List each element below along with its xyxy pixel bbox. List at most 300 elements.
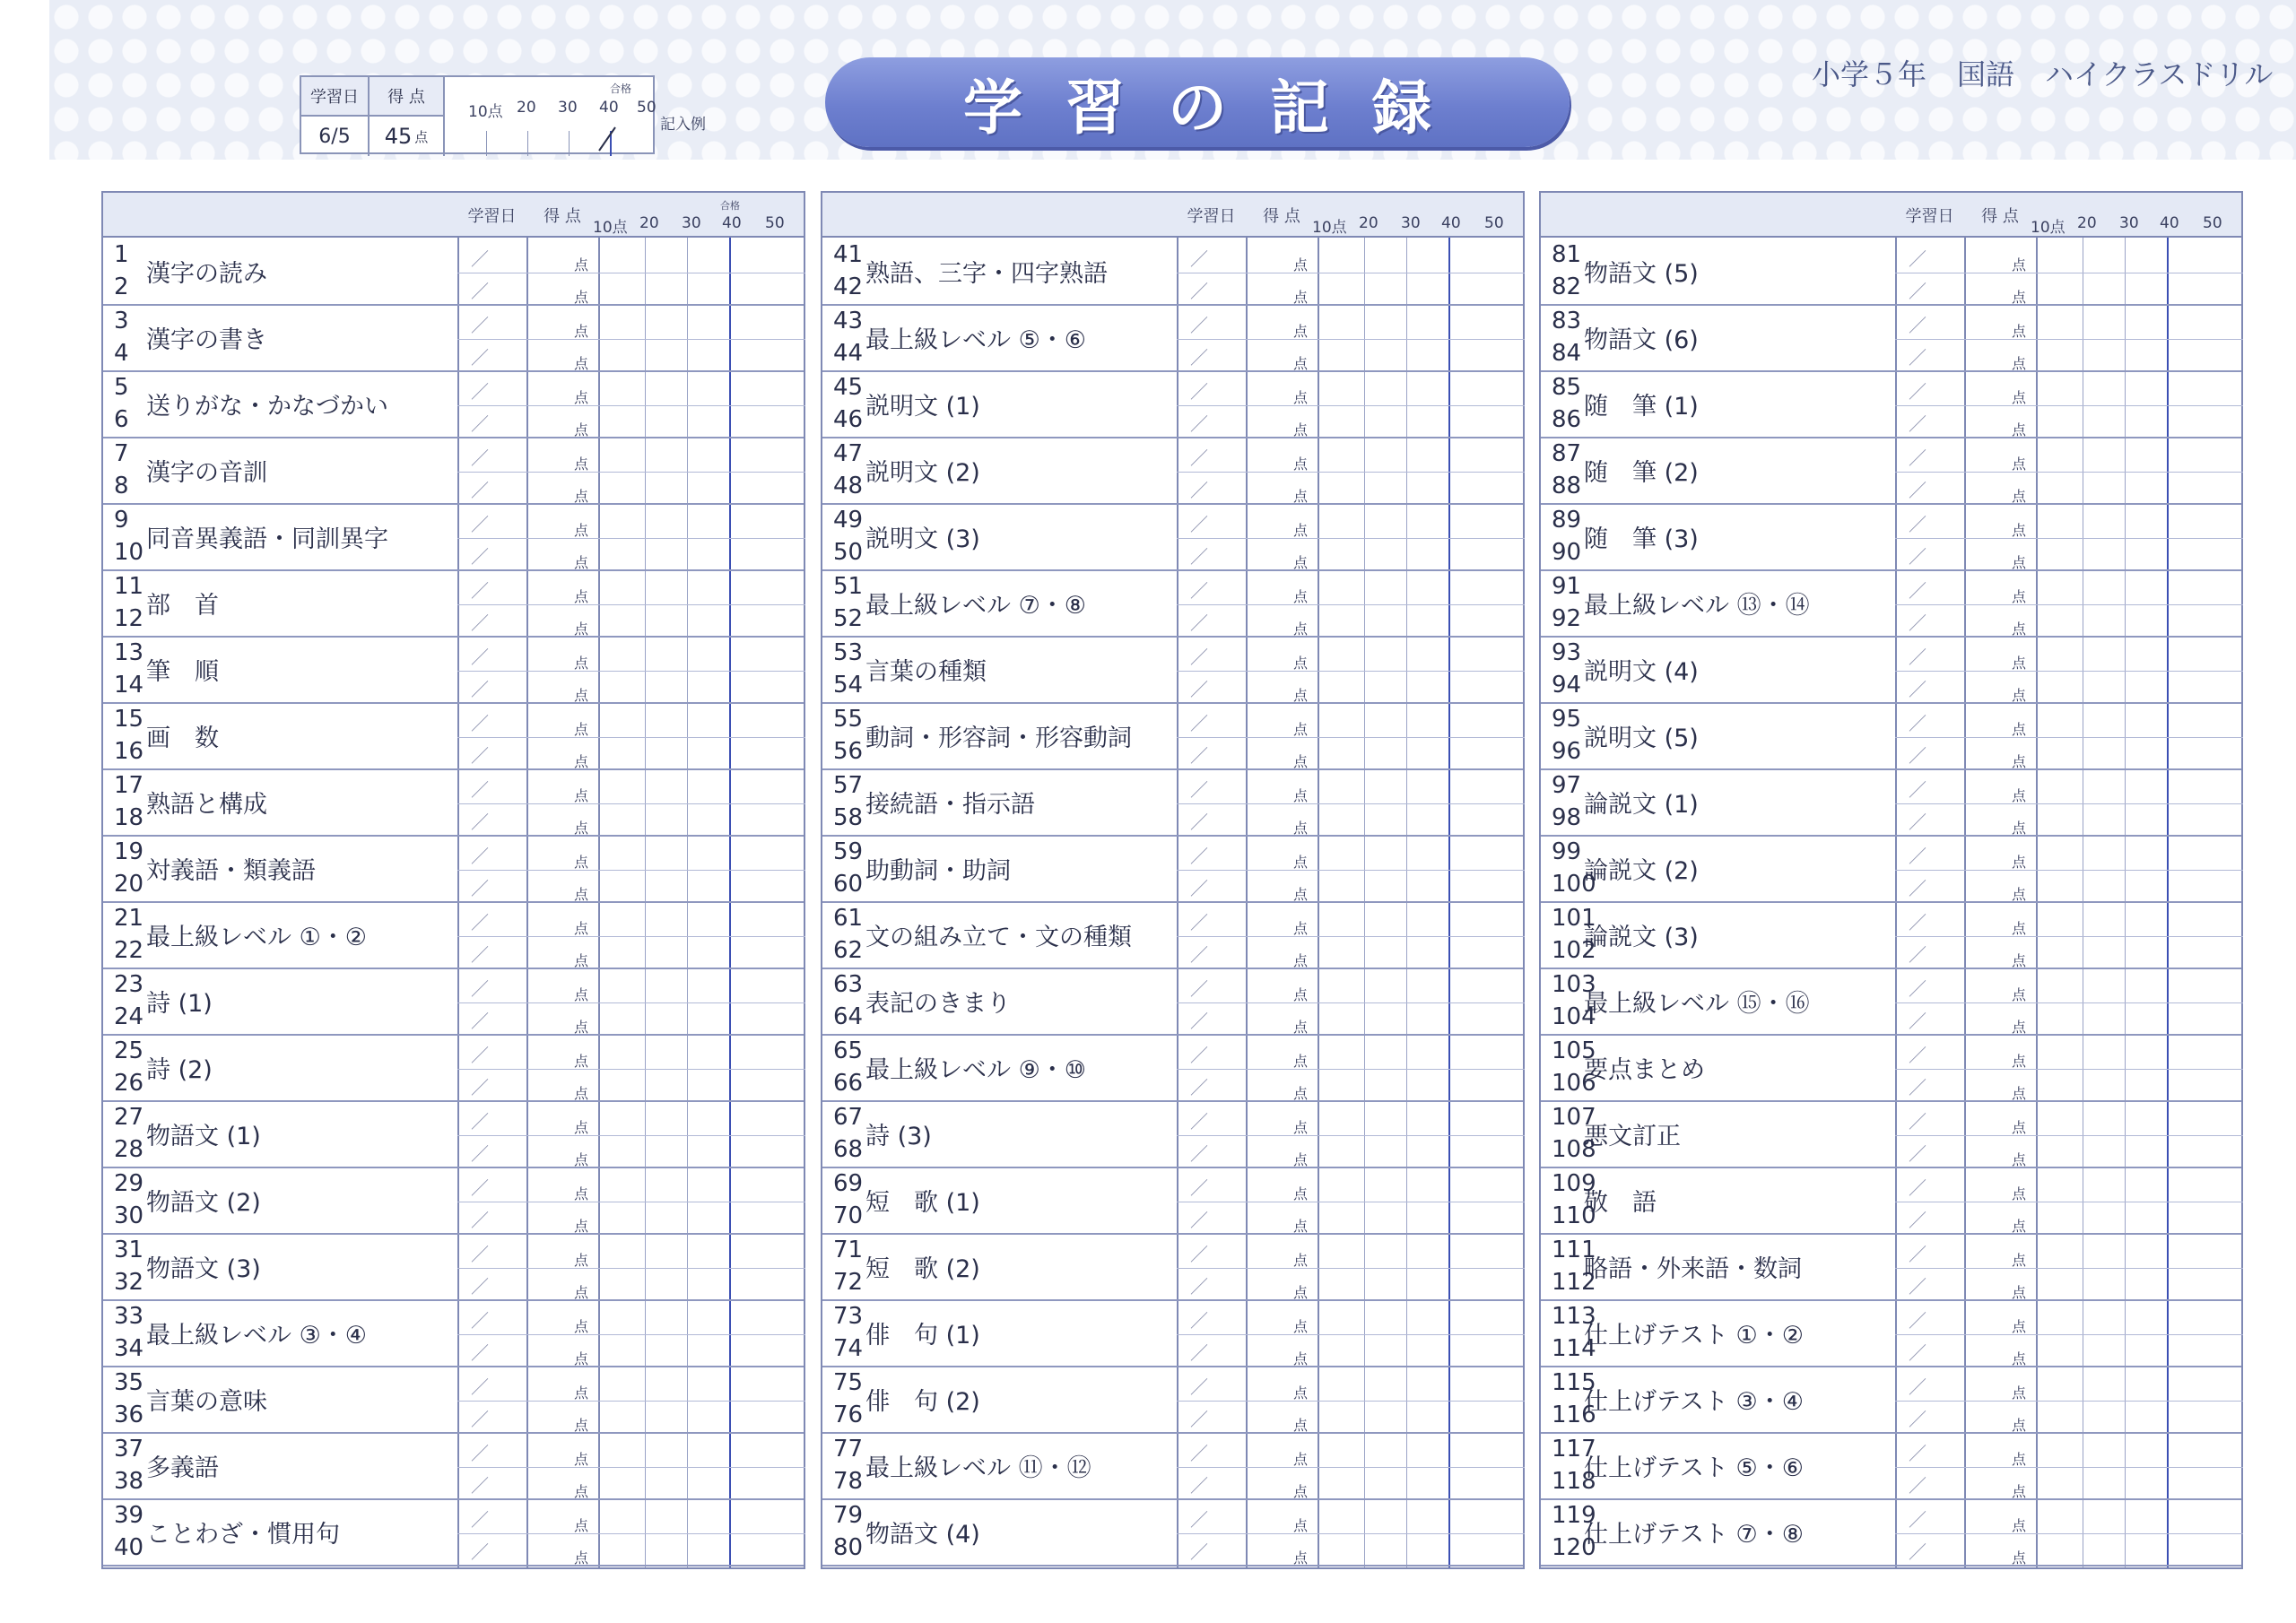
- score-field[interactable]: 点: [574, 1053, 589, 1070]
- score-field[interactable]: 点: [2012, 1151, 2027, 1168]
- date-field[interactable]: ／: [1190, 347, 1208, 369]
- score-field[interactable]: 点: [574, 1384, 589, 1402]
- score-field[interactable]: 点: [574, 355, 589, 372]
- date-field[interactable]: ／: [471, 679, 489, 700]
- score-field[interactable]: 点: [574, 1318, 589, 1335]
- lesson-number: 25: [114, 1037, 144, 1064]
- score-field[interactable]: 点: [574, 753, 589, 770]
- table-row: [1541, 1235, 2241, 1301]
- score-field[interactable]: 点: [2012, 289, 2027, 306]
- date-field[interactable]: ／: [1190, 580, 1208, 602]
- date-field[interactable]: ／: [1190, 381, 1208, 403]
- score-field[interactable]: 点: [574, 687, 589, 704]
- date-field[interactable]: ／: [1190, 1011, 1208, 1032]
- date-field[interactable]: ／: [471, 1045, 489, 1066]
- date-field[interactable]: ／: [1190, 1143, 1208, 1165]
- score-field[interactable]: 点: [1293, 687, 1309, 704]
- date-field[interactable]: ／: [1190, 546, 1208, 568]
- score-field[interactable]: 点: [2012, 323, 2027, 340]
- date-field[interactable]: ／: [471, 713, 489, 734]
- score-field[interactable]: 点: [574, 1218, 589, 1235]
- score-field[interactable]: 点: [2012, 522, 2027, 539]
- date-field[interactable]: ／: [1909, 381, 1926, 403]
- lesson-number: 91: [1552, 573, 1582, 600]
- date-field[interactable]: ／: [471, 878, 489, 899]
- table-row: [822, 306, 1523, 372]
- date-field[interactable]: ／: [1909, 1177, 1926, 1199]
- score-field[interactable]: 点: [1293, 1185, 1309, 1202]
- lesson-number: 103: [1552, 971, 1596, 998]
- score-field[interactable]: 点: [574, 1151, 589, 1168]
- date-field[interactable]: ／: [471, 1310, 489, 1332]
- score-field[interactable]: 点: [1293, 1252, 1309, 1269]
- row-half-divider: [1895, 671, 2243, 672]
- score-field[interactable]: 点: [574, 289, 589, 306]
- row-half-divider: [1177, 737, 1525, 738]
- date-field[interactable]: ／: [1909, 514, 1926, 535]
- date-field[interactable]: ／: [471, 480, 489, 501]
- date-field[interactable]: ／: [1190, 912, 1208, 933]
- date-field[interactable]: ／: [1190, 1276, 1208, 1298]
- score-field[interactable]: 点: [1293, 655, 1309, 672]
- score-field[interactable]: 点: [2012, 920, 2027, 937]
- score-field[interactable]: 点: [1293, 1350, 1309, 1367]
- score-field[interactable]: 点: [2012, 1185, 2027, 1202]
- date-field[interactable]: ／: [1909, 1276, 1926, 1298]
- score-field[interactable]: 点: [2012, 687, 2027, 704]
- table-row: [1541, 438, 2241, 505]
- score-field[interactable]: 点: [2012, 621, 2027, 638]
- date-field[interactable]: ／: [471, 1011, 489, 1032]
- lesson-number: 37: [114, 1436, 144, 1462]
- score-field[interactable]: 点: [574, 1451, 589, 1468]
- date-field[interactable]: ／: [1190, 447, 1208, 469]
- date-field[interactable]: ／: [1909, 846, 1926, 867]
- score-field[interactable]: 点: [2012, 1417, 2027, 1434]
- lesson-title: 仕上げテスト ⑤・⑥: [1584, 1454, 1804, 1482]
- lesson-number: 89: [1552, 507, 1582, 534]
- score-field[interactable]: 点: [1293, 1417, 1309, 1434]
- score-field[interactable]: 点: [574, 1085, 589, 1102]
- score-field[interactable]: 点: [574, 952, 589, 969]
- table-row: [103, 1102, 804, 1168]
- date-field[interactable]: ／: [1909, 779, 1926, 801]
- date-field[interactable]: ／: [1190, 745, 1208, 767]
- score-field[interactable]: 点: [1293, 820, 1309, 837]
- date-field[interactable]: ／: [1190, 647, 1208, 668]
- score-field[interactable]: 点: [2012, 1517, 2027, 1534]
- score-field[interactable]: 点: [2012, 1384, 2027, 1402]
- date-field[interactable]: ／: [1190, 1409, 1208, 1430]
- date-field[interactable]: ／: [471, 514, 489, 535]
- lesson-title: 最上級レベル ⑤・⑥: [865, 326, 1086, 354]
- score-field[interactable]: 点: [574, 456, 589, 473]
- lesson-number: 63: [833, 971, 864, 998]
- date-field[interactable]: ／: [1909, 878, 1926, 899]
- score-field[interactable]: 点: [1293, 621, 1309, 638]
- date-field[interactable]: ／: [1190, 248, 1208, 270]
- date-field[interactable]: ／: [471, 546, 489, 568]
- score-field[interactable]: 点: [1293, 986, 1309, 1003]
- example-score-header: 得 点: [370, 77, 445, 115]
- date-field[interactable]: ／: [471, 912, 489, 933]
- date-field[interactable]: ／: [471, 1111, 489, 1133]
- date-field[interactable]: ／: [1909, 347, 1926, 369]
- date-field[interactable]: ／: [1909, 1342, 1926, 1364]
- score-field[interactable]: 点: [574, 488, 589, 505]
- date-field[interactable]: ／: [1909, 1045, 1926, 1066]
- score-field[interactable]: 点: [574, 1549, 589, 1567]
- score-field[interactable]: 点: [574, 787, 589, 804]
- score-field[interactable]: 点: [1293, 952, 1309, 969]
- score-field[interactable]: 点: [574, 1185, 589, 1202]
- date-field[interactable]: ／: [1909, 1077, 1926, 1098]
- score-field[interactable]: 点: [574, 389, 589, 406]
- date-field[interactable]: ／: [1909, 281, 1926, 302]
- score-field[interactable]: 点: [2012, 854, 2027, 871]
- score-field[interactable]: 点: [2012, 421, 2027, 438]
- date-field[interactable]: ／: [1909, 612, 1926, 634]
- score-field[interactable]: 点: [1293, 1451, 1309, 1468]
- score-field[interactable]: 点: [2012, 488, 2027, 505]
- date-field[interactable]: ／: [1190, 514, 1208, 535]
- score-field[interactable]: 点: [2012, 1085, 2027, 1102]
- date-field[interactable]: ／: [471, 1475, 489, 1497]
- score-field[interactable]: 点: [574, 1483, 589, 1500]
- score-field[interactable]: 点: [1293, 289, 1309, 306]
- score-field[interactable]: 点: [2012, 820, 2027, 837]
- date-field[interactable]: ／: [471, 978, 489, 1000]
- lesson-number: 119: [1552, 1502, 1596, 1529]
- table-row: [1541, 306, 2241, 372]
- date-field[interactable]: ／: [1909, 713, 1926, 734]
- date-field[interactable]: ／: [471, 1177, 489, 1199]
- date-field[interactable]: ／: [1909, 248, 1926, 270]
- score-field[interactable]: 点: [1293, 522, 1309, 539]
- date-field[interactable]: ／: [1909, 315, 1926, 336]
- date-field[interactable]: ／: [471, 248, 489, 270]
- lesson-number: 116: [1552, 1402, 1596, 1428]
- date-field[interactable]: ／: [1190, 713, 1208, 734]
- date-field[interactable]: ／: [471, 1210, 489, 1231]
- date-field[interactable]: ／: [1909, 1443, 1926, 1464]
- date-field[interactable]: ／: [471, 315, 489, 336]
- score-field[interactable]: 点: [574, 588, 589, 605]
- score-field[interactable]: 点: [2012, 389, 2027, 406]
- date-field[interactable]: ／: [1190, 281, 1208, 302]
- date-field[interactable]: ／: [471, 779, 489, 801]
- date-field[interactable]: ／: [471, 1509, 489, 1531]
- score-field[interactable]: 点: [2012, 787, 2027, 804]
- score-field[interactable]: 点: [1293, 323, 1309, 340]
- date-field[interactable]: ／: [1909, 1143, 1926, 1165]
- date-field[interactable]: ／: [1909, 413, 1926, 435]
- date-field[interactable]: ／: [471, 1376, 489, 1398]
- score-field[interactable]: 点: [1293, 753, 1309, 770]
- date-field[interactable]: ／: [1190, 1045, 1208, 1066]
- date-field[interactable]: ／: [1909, 1111, 1926, 1133]
- score-field[interactable]: 点: [574, 1417, 589, 1434]
- score-field[interactable]: 点: [2012, 753, 2027, 770]
- date-field[interactable]: ／: [1190, 1376, 1208, 1398]
- lesson-number: 105: [1552, 1037, 1596, 1064]
- lesson-number: 112: [1552, 1269, 1596, 1296]
- example-pass-label: 合格: [610, 82, 632, 95]
- score-field[interactable]: 点: [574, 1252, 589, 1269]
- lesson-number: 88: [1552, 473, 1582, 499]
- score-field[interactable]: 点: [1293, 554, 1309, 571]
- score-field[interactable]: 点: [2012, 1318, 2027, 1335]
- date-field[interactable]: ／: [1190, 612, 1208, 634]
- score-field[interactable]: 点: [574, 621, 589, 638]
- date-field[interactable]: ／: [1190, 1342, 1208, 1364]
- date-field[interactable]: ／: [1190, 480, 1208, 501]
- date-field[interactable]: ／: [471, 745, 489, 767]
- date-field[interactable]: ／: [1909, 1409, 1926, 1430]
- score-field[interactable]: 点: [2012, 1053, 2027, 1070]
- date-header: 学習日: [1187, 207, 1236, 226]
- score-field[interactable]: 点: [574, 986, 589, 1003]
- date-field[interactable]: ／: [471, 347, 489, 369]
- score-field[interactable]: 点: [574, 1350, 589, 1367]
- date-field[interactable]: ／: [1909, 546, 1926, 568]
- score-field[interactable]: 点: [574, 1119, 589, 1136]
- score-field[interactable]: 点: [2012, 456, 2027, 473]
- score-field[interactable]: 点: [1293, 456, 1309, 473]
- date-field[interactable]: ／: [1190, 1244, 1208, 1265]
- date-field[interactable]: ／: [1909, 1376, 1926, 1398]
- date-field[interactable]: ／: [1190, 1541, 1208, 1563]
- date-field[interactable]: ／: [1909, 1210, 1926, 1231]
- score-field[interactable]: 点: [2012, 588, 2027, 605]
- date-field[interactable]: ／: [471, 281, 489, 302]
- score-field[interactable]: 点: [574, 820, 589, 837]
- tick-label: 10点: [1312, 219, 1347, 237]
- date-field[interactable]: ／: [1190, 878, 1208, 899]
- score-field[interactable]: 点: [1293, 1053, 1309, 1070]
- date-field[interactable]: ／: [1190, 944, 1208, 966]
- score-field[interactable]: 点: [1293, 1151, 1309, 1168]
- score-field[interactable]: 点: [2012, 1019, 2027, 1036]
- lesson-number: 58: [833, 804, 864, 831]
- score-field[interactable]: 点: [2012, 1119, 2027, 1136]
- lesson-number: 30: [114, 1202, 144, 1229]
- date-field[interactable]: ／: [471, 1443, 489, 1464]
- score-field[interactable]: 点: [574, 1517, 589, 1534]
- score-field[interactable]: 点: [574, 721, 589, 738]
- date-field[interactable]: ／: [1909, 978, 1926, 1000]
- date-field[interactable]: ／: [1909, 1011, 1926, 1032]
- date-field[interactable]: ／: [1190, 413, 1208, 435]
- score-field[interactable]: 点: [1293, 886, 1309, 903]
- lesson-title: 筆 順: [146, 658, 219, 686]
- date-field[interactable]: ／: [471, 1541, 489, 1563]
- table-row: [822, 638, 1523, 704]
- score-field[interactable]: 点: [574, 920, 589, 937]
- date-field[interactable]: ／: [1909, 1475, 1926, 1497]
- date-field[interactable]: ／: [1190, 846, 1208, 867]
- record-table-1: [101, 191, 805, 1569]
- score-field[interactable]: 点: [574, 421, 589, 438]
- lesson-number: 12: [114, 605, 144, 632]
- lesson-number: 31: [114, 1237, 144, 1263]
- date-field[interactable]: ／: [1190, 1077, 1208, 1098]
- score-field[interactable]: 点: [1293, 1517, 1309, 1534]
- lesson-title: 最上級レベル ⑮・⑯: [1584, 990, 1810, 1018]
- score-field[interactable]: 点: [1293, 355, 1309, 372]
- score-field[interactable]: 点: [574, 323, 589, 340]
- date-field[interactable]: ／: [471, 944, 489, 966]
- tick-label: 50: [1484, 214, 1504, 232]
- lesson-number: 42: [833, 273, 864, 300]
- lesson-number: 23: [114, 971, 144, 998]
- score-field[interactable]: 点: [2012, 1218, 2027, 1235]
- score-field[interactable]: 点: [1293, 1549, 1309, 1567]
- score-field[interactable]: 点: [574, 1284, 589, 1301]
- lesson-number: 28: [114, 1136, 144, 1163]
- score-field[interactable]: 点: [1293, 787, 1309, 804]
- date-field[interactable]: ／: [1190, 315, 1208, 336]
- score-field[interactable]: 点: [1293, 920, 1309, 937]
- table-row: [1541, 505, 2241, 571]
- date-field[interactable]: ／: [1909, 1244, 1926, 1265]
- table-row: [1541, 1168, 2241, 1235]
- table-row: [103, 505, 804, 571]
- date-field[interactable]: ／: [1190, 1443, 1208, 1464]
- date-field[interactable]: ／: [1190, 1210, 1208, 1231]
- date-field[interactable]: ／: [471, 1143, 489, 1165]
- score-field[interactable]: 点: [1293, 1384, 1309, 1402]
- score-field[interactable]: 点: [574, 554, 589, 571]
- date-field[interactable]: ／: [1909, 647, 1926, 668]
- score-field[interactable]: 点: [2012, 1252, 2027, 1269]
- lesson-title: 随 筆 (1): [1584, 393, 1699, 421]
- score-field[interactable]: 点: [1293, 256, 1309, 273]
- lesson-number: 83: [1552, 308, 1582, 334]
- score-field[interactable]: 点: [1293, 721, 1309, 738]
- score-field[interactable]: 点: [1293, 1218, 1309, 1235]
- date-field[interactable]: ／: [1190, 1177, 1208, 1199]
- date-field[interactable]: ／: [1190, 812, 1208, 833]
- score-field[interactable]: 点: [2012, 1549, 2027, 1567]
- date-field[interactable]: ／: [471, 1342, 489, 1364]
- score-field[interactable]: 点: [574, 522, 589, 539]
- lesson-title: 物語文 (2): [146, 1189, 261, 1217]
- series-label: ハイクラスドリル: [2045, 57, 2274, 91]
- score-field[interactable]: 点: [2012, 655, 2027, 672]
- score-field[interactable]: 点: [1293, 421, 1309, 438]
- date-field[interactable]: ／: [1909, 679, 1926, 700]
- score-field[interactable]: 点: [1293, 854, 1309, 871]
- row-half-divider: [1177, 803, 1525, 804]
- score-field[interactable]: 点: [1293, 1119, 1309, 1136]
- score-field[interactable]: 点: [1293, 389, 1309, 406]
- lesson-number: 100: [1552, 871, 1596, 898]
- score-field[interactable]: 点: [2012, 1350, 2027, 1367]
- date-field[interactable]: ／: [1190, 1310, 1208, 1332]
- lesson-number: 109: [1552, 1170, 1596, 1197]
- date-field[interactable]: ／: [1909, 1509, 1926, 1531]
- score-field[interactable]: 点: [574, 854, 589, 871]
- table-row: [822, 770, 1523, 837]
- row-half-divider: [457, 1002, 805, 1003]
- date-field[interactable]: ／: [1909, 912, 1926, 933]
- row-half-divider: [457, 1401, 805, 1402]
- lesson-title: 部 首: [146, 592, 219, 620]
- score-field[interactable]: 点: [2012, 952, 2027, 969]
- date-field[interactable]: ／: [1909, 944, 1926, 966]
- score-field[interactable]: 点: [574, 256, 589, 273]
- score-field[interactable]: 点: [2012, 1284, 2027, 1301]
- date-field[interactable]: ／: [471, 580, 489, 602]
- tick-label: 30: [1401, 214, 1421, 232]
- score-field[interactable]: 点: [1293, 488, 1309, 505]
- score-field[interactable]: 点: [1293, 1483, 1309, 1500]
- date-field[interactable]: ／: [1909, 480, 1926, 501]
- score-field[interactable]: 点: [2012, 1483, 2027, 1500]
- score-field[interactable]: 点: [2012, 355, 2027, 372]
- date-field[interactable]: ／: [1909, 580, 1926, 602]
- date-field[interactable]: ／: [471, 381, 489, 403]
- lesson-number: 46: [833, 406, 864, 433]
- score-field[interactable]: 点: [574, 655, 589, 672]
- date-field[interactable]: ／: [471, 1276, 489, 1298]
- date-field[interactable]: ／: [471, 1409, 489, 1430]
- table-row: [822, 239, 1523, 306]
- date-field[interactable]: ／: [471, 812, 489, 833]
- date-field[interactable]: ／: [1909, 447, 1926, 469]
- date-field[interactable]: ／: [471, 647, 489, 668]
- date-field[interactable]: ／: [471, 1077, 489, 1098]
- score-field[interactable]: 点: [2012, 986, 2027, 1003]
- score-field[interactable]: 点: [574, 1019, 589, 1036]
- score-field[interactable]: 点: [1293, 1284, 1309, 1301]
- lesson-title: 説明文 (1): [865, 393, 980, 421]
- date-field[interactable]: ／: [471, 1244, 489, 1265]
- score-field[interactable]: 点: [1293, 1318, 1309, 1335]
- date-field[interactable]: ／: [1190, 779, 1208, 801]
- date-field[interactable]: ／: [1909, 745, 1926, 767]
- date-field[interactable]: ／: [1909, 1541, 1926, 1563]
- lesson-number: 20: [114, 871, 144, 898]
- score-field[interactable]: 点: [2012, 721, 2027, 738]
- date-field[interactable]: ／: [1190, 1111, 1208, 1133]
- book-info: [1812, 52, 2292, 93]
- tick-label: 30: [682, 214, 701, 232]
- score-field[interactable]: 点: [2012, 1451, 2027, 1468]
- date-field[interactable]: ／: [471, 846, 489, 867]
- date-field[interactable]: ／: [471, 612, 489, 634]
- score-field[interactable]: 点: [2012, 886, 2027, 903]
- date-field[interactable]: ／: [1190, 1475, 1208, 1497]
- score-field[interactable]: 点: [1293, 1085, 1309, 1102]
- score-field[interactable]: 点: [2012, 554, 2027, 571]
- score-field[interactable]: 点: [1293, 588, 1309, 605]
- score-field[interactable]: 点: [1293, 1019, 1309, 1036]
- score-field[interactable]: 点: [574, 886, 589, 903]
- tick-label: 40: [2160, 214, 2179, 232]
- date-field[interactable]: ／: [1909, 1310, 1926, 1332]
- score-field[interactable]: 点: [2012, 256, 2027, 273]
- date-field[interactable]: ／: [1190, 978, 1208, 1000]
- date-field[interactable]: ／: [1190, 1509, 1208, 1531]
- lesson-title: 最上級レベル ⑪・⑫: [865, 1454, 1091, 1482]
- date-field[interactable]: ／: [1909, 812, 1926, 833]
- date-field[interactable]: ／: [471, 413, 489, 435]
- lesson-number: 19: [114, 838, 144, 865]
- date-field[interactable]: ／: [1190, 679, 1208, 700]
- date-field[interactable]: ／: [471, 447, 489, 469]
